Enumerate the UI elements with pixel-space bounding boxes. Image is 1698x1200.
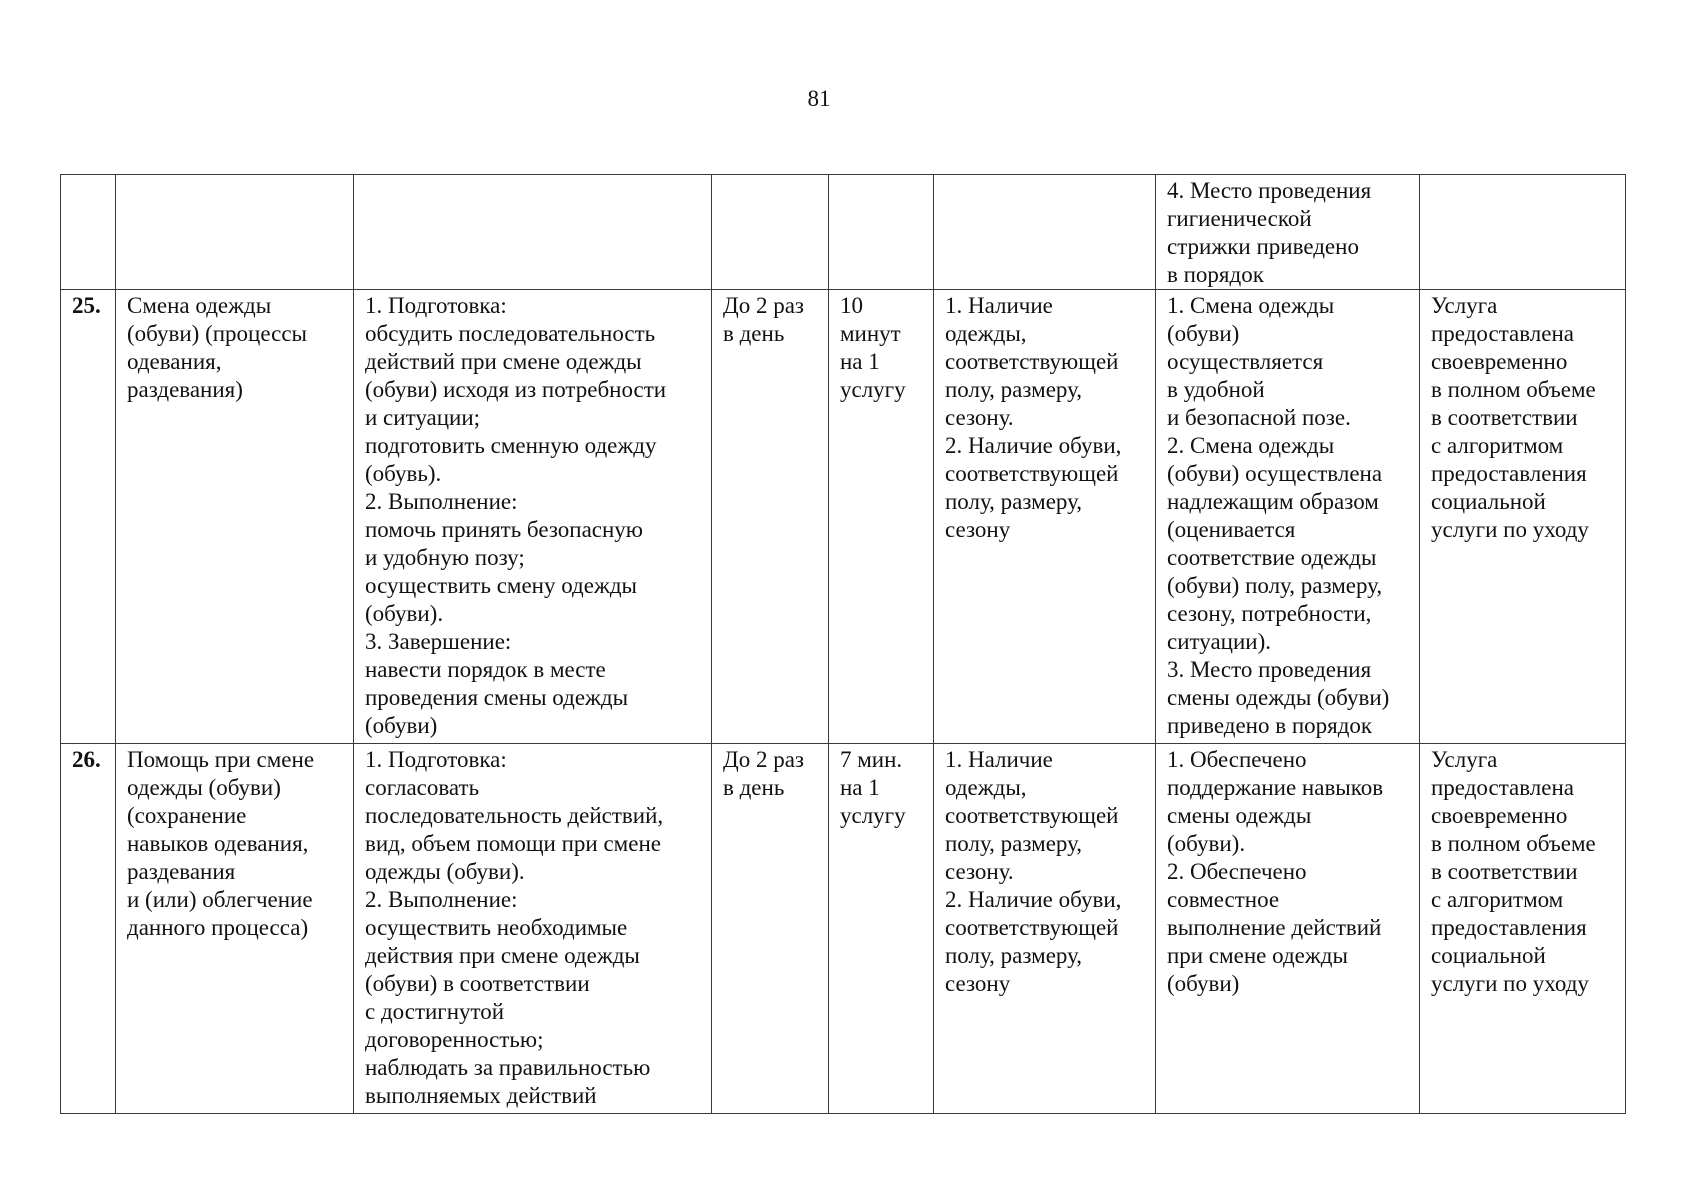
evaluation-cell	[1420, 175, 1626, 290]
service-name-cell: Смена одежды (обуви) (процессы одевания, раздевания)	[116, 290, 354, 744]
table-row	[61, 290, 1626, 744]
row-number-cell	[61, 175, 116, 290]
row-number-cell: 26.	[61, 744, 116, 1114]
quality-indicators-cell: 1. Смена одежды (обуви) осуществляется в удобной и безопасной позе. 2. Смена одежды (обуви) осуществлена надлежащим образом (оценивается соответствие одежды (обуви) полу, размеру, сезону, потребности, ситуации). 3. Место проведения смены одежды (обуви) приведено в порядок	[1156, 290, 1420, 744]
quality-indicators-cell: 4. Место проведения гигиенической стрижки приведено в порядок	[1156, 175, 1420, 290]
conditions-cell: 1. Наличие одежды, соответствующей полу, размеру, сезону. 2. Наличие обуви, соответствующей полу, размеру, сезону	[934, 744, 1156, 1114]
duration-cell: 7 мин. на 1 услугу	[829, 744, 934, 1114]
services-table	[60, 174, 1626, 1114]
table-row	[61, 744, 1626, 1114]
duration-cell	[829, 175, 934, 290]
duration-cell: 10 минут на 1 услугу	[829, 290, 934, 744]
evaluation-cell: Услуга предоставлена своевременно в полном объеме в соответствии с алгоритмом предоставления социальной услуги по уходу	[1420, 290, 1626, 744]
evaluation-cell: Услуга предоставлена своевременно в полном объеме в соответствии с алгоритмом предоставления социальной услуги по уходу	[1420, 744, 1626, 1114]
frequency-cell: До 2 раз в день	[712, 744, 829, 1114]
row-number-cell: 25.	[61, 290, 116, 744]
frequency-cell	[712, 175, 829, 290]
procedure-cell: 1. Подготовка: обсудить последовательность действий при смене одежды (обуви) исходя из потребности и ситуации; подготовить сменную одежду (обувь). 2. Выполнение: помочь принять безопасную и удобную позу; осуществить смену одежды (обуви). 3. Завершение: навести порядок в месте проведения смены одежды (обуви)	[354, 290, 712, 744]
conditions-cell: 1. Наличие одежды, соответствующей полу, размеру, сезону. 2. Наличие обуви, соответствующей полу, размеру, сезону	[934, 290, 1156, 744]
procedure-cell	[354, 175, 712, 290]
frequency-cell: До 2 раз в день	[712, 290, 829, 744]
quality-indicators-cell: 1. Обеспечено поддержание навыков смены одежды (обуви). 2. Обеспечено совместное выполнение действий при смене одежды (обуви)	[1156, 744, 1420, 1114]
table-row	[61, 175, 1626, 290]
service-name-cell: Помощь при смене одежды (обуви) (сохранение навыков одевания, раздевания и (или) облегчение данного процесса)	[116, 744, 354, 1114]
procedure-cell: 1. Подготовка: согласовать последовательность действий, вид, объем помощи при смене одежды (обуви). 2. Выполнение: осуществить необходимые действия при смене одежды (обуви) в соответствии с достигнутой договоренностью; наблюдать за правильностью выполняемых действий	[354, 744, 712, 1114]
page-number: 81	[807, 86, 831, 111]
service-name-cell	[116, 175, 354, 290]
conditions-cell	[934, 175, 1156, 290]
